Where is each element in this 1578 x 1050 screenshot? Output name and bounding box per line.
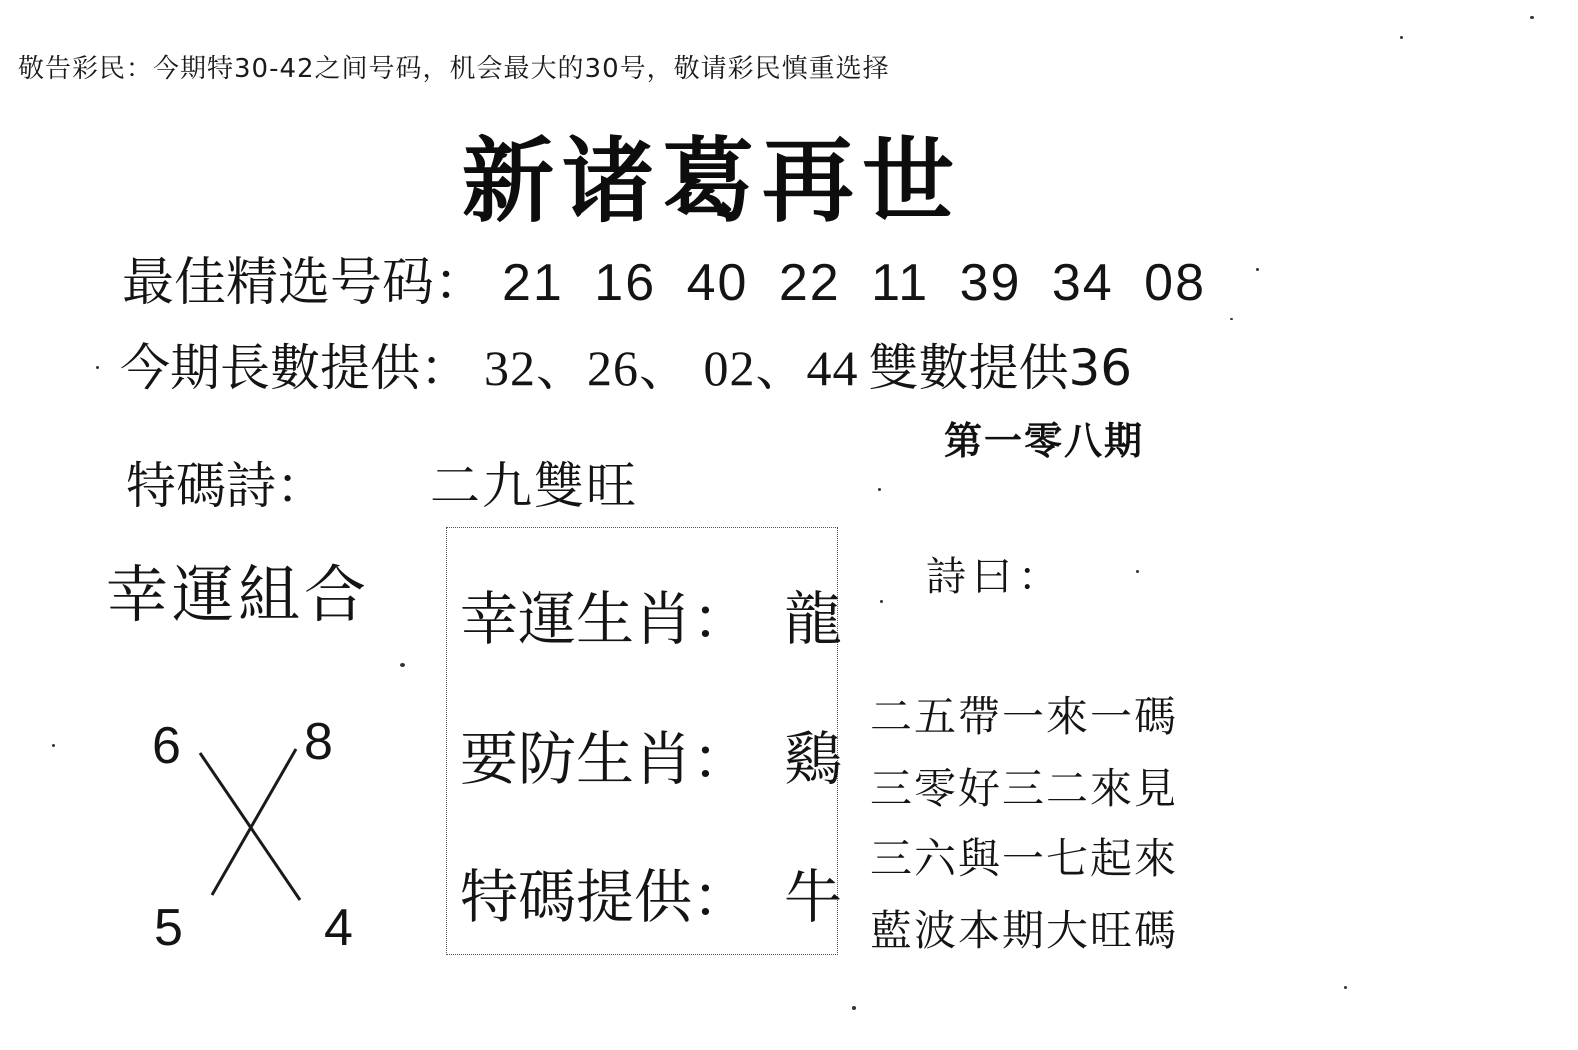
combo-digit-top-right: 8	[304, 713, 333, 771]
scan-speck	[1400, 36, 1403, 39]
special-poem-row	[126, 446, 638, 518]
scan-speck	[878, 488, 881, 491]
lucky-zodiac-label: 幸運生肖：	[460, 585, 751, 653]
long-numbers-row	[120, 328, 1132, 400]
best-picks-numbers: 21 16 40 22 11 39 34 08	[502, 254, 1207, 312]
page-title: 新诸葛再世	[462, 128, 963, 235]
long-numbers-label: 今期長數提供：	[120, 339, 470, 397]
issue-number: 第一零八期	[944, 418, 1145, 463]
scan-speck	[1136, 570, 1139, 573]
poem-line: 三零好三二來見	[870, 764, 1179, 813]
lucky-zodiac-value: 龍	[784, 585, 843, 653]
scan-speck	[852, 1006, 856, 1010]
scan-speck	[1344, 986, 1347, 989]
poem-line: 藍波本期大旺碼	[870, 906, 1179, 955]
special-offer-label: 特碼提供：	[460, 863, 751, 931]
guard-zodiac-label: 要防生肖：	[460, 725, 751, 793]
double-numbers-label: 雙數提供36	[868, 339, 1133, 397]
combo-digit-bottom-left: 5	[154, 899, 183, 957]
scan-speck	[1256, 268, 1259, 271]
scan-speck	[1530, 16, 1534, 19]
scan-speck	[400, 663, 405, 667]
lucky-zodiac-row	[460, 572, 842, 656]
guard-zodiac-value: 鷄	[784, 725, 843, 793]
poem-line: 二五帶一來一碼	[870, 692, 1179, 741]
scan-speck	[96, 366, 99, 369]
special-offer-row	[460, 850, 842, 934]
poem-line: 三六與一七起來	[870, 834, 1179, 883]
combo-digit-bottom-right: 4	[324, 899, 353, 957]
long-numbers-values: 32、26、 02、44	[484, 340, 859, 396]
combo-cross-lines	[190, 745, 310, 905]
scan-speck	[880, 600, 883, 603]
notice-text: 敬告彩民：今期特30-42之间号码，机会最大的30号，敬请彩民慎重选择	[18, 54, 890, 84]
scan-speck	[1230, 318, 1233, 320]
special-poem-value: 二九雙旺	[430, 457, 638, 515]
poem-heading: 詩曰：	[926, 554, 1064, 600]
lucky-combo-heading: 幸運組合	[106, 558, 371, 631]
combo-digit-top-left: 6	[152, 717, 181, 775]
guard-zodiac-row	[460, 712, 842, 796]
best-picks-label: 最佳精选号码：	[122, 253, 487, 313]
best-picks-row	[122, 240, 1206, 315]
scan-speck	[52, 744, 55, 747]
special-offer-value: 牛	[784, 863, 843, 931]
special-poem-label: 特碼詩：	[126, 457, 326, 515]
